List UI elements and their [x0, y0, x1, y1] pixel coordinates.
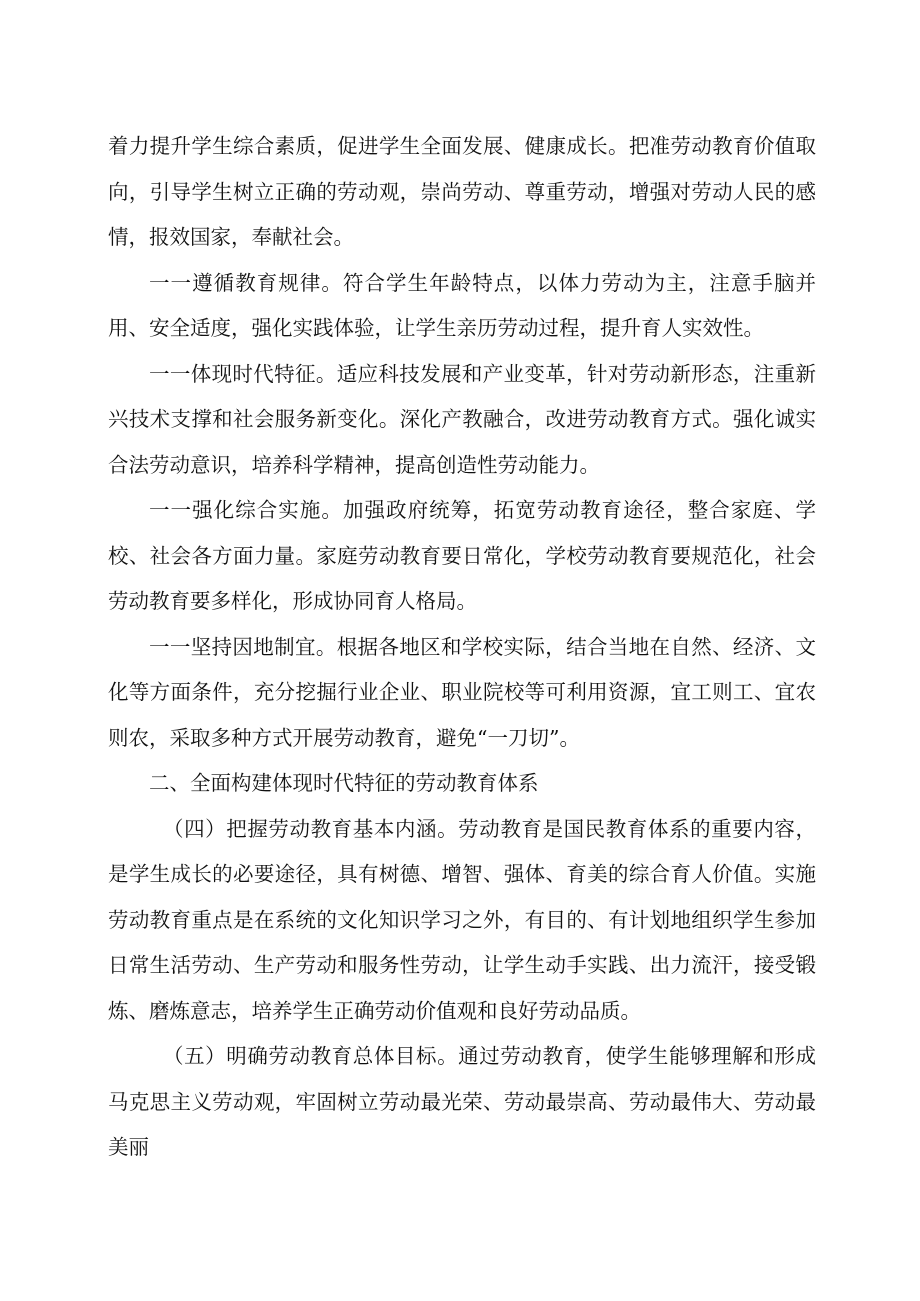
paragraph-item-four: （四）把握劳动教育基本内涵。劳动教育是国民教育体系的重要内容，是学生成长的必要途径，具有树德、增智、强体、育美的综合育人价值。实施劳动教育重点是在系统的文化知识学习之外，有目的、有计划地组织学生参加日常生活劳动、生产劳动和服务性劳动，让学生动手实践、出力流汗，接受锻炼、磨炼意志，培养学生正确劳动价值观和良好劳动品质。 [108, 816, 816, 1023]
section-heading: 二、全面构建体现时代特征的劳动教育体系 [149, 771, 539, 795]
paragraph-continuation: 着力提升学生综合素质，促进学生全面发展、健康成长。把准劳动教育价值取向，引导学生树立正确的劳动观，崇尚劳动、尊重劳动，增强对劳动人民的感情，报效国家，奉献社会。 [108, 134, 816, 249]
paragraph-principle-education-law: 一一遵循教育规律。符合学生年龄特点，以体力劳动为主，注意手脑并用、安全适度，强化实践体验，让学生亲历劳动过程，提升育人实效性。 [108, 270, 816, 340]
paragraph-item-five: （五）明确劳动教育总体目标。通过劳动教育，使学生能够理解和形成马克思主义劳动观，牢固树立劳动最光荣、劳动最崇高、劳动最伟大、劳动最美丽 [108, 1044, 816, 1159]
paragraph-principle-comprehensive-implementation: 一一强化综合实施。加强政府统筹，拓宽劳动教育途径，整合家庭、学校、社会各方面力量。家庭劳动教育要日常化，学校劳动教育要规范化，社会劳动教育要多样化，形成协同育人格局。 [108, 498, 816, 613]
document-body [108, 124, 816, 1171]
paragraph-principle-local-conditions: 一一坚持因地制宜。根据各地区和学校实际，结合当地在自然、经济、文化等方面条件，充分挖掘行业企业、职业院校等可利用资源，宜工则工、宜农则农，采取多种方式开展劳动教育，避免“一刀切”。 [108, 634, 816, 750]
paragraph-principle-era-features: 一一体现时代特征。适应科技发展和产业变革，针对劳动新形态，注重新兴技术支撑和社会服务新变化。深化产教融合，改进劳动教育方式。强化诚实合法劳动意识，培养科学精神，提高创造性劳动能力。 [108, 361, 816, 477]
